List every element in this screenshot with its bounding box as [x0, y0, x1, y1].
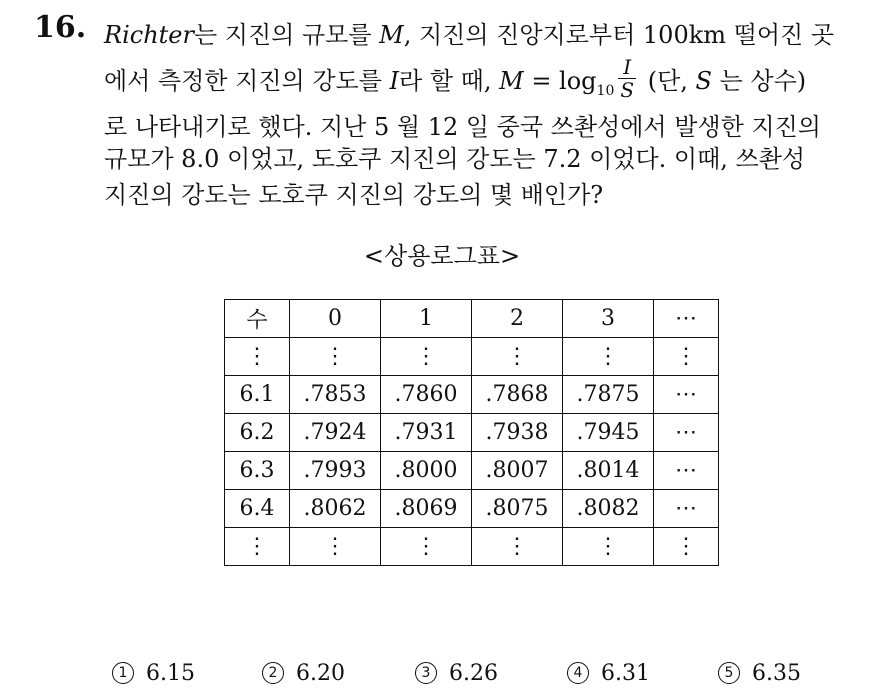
choice-value: 6.31 — [601, 661, 650, 686]
variable-i: I — [389, 67, 400, 95]
table-row — [225, 452, 719, 490]
choice-1[interactable] — [112, 661, 195, 686]
table-cell: ⋮ — [381, 528, 472, 566]
table-cell: ⋮ — [563, 338, 654, 376]
question-line-5: 지진의 강도는 도호쿠 지진의 강도의 몇 배인가? — [104, 181, 604, 209]
question-line-3: 로 나타내기로 했다. 지난 5 월 12 일 중국 쓰촨성에서 발생한 지진의 — [104, 113, 821, 141]
choice-number-circle: 1 — [112, 662, 134, 684]
choice-5[interactable] — [718, 661, 801, 686]
table-cell: ⋮ — [381, 338, 472, 376]
answer-choices — [0, 661, 884, 691]
choice-number-circle: 3 — [415, 662, 437, 684]
table-cell: .8082 — [563, 490, 654, 528]
choice-number-circle: 2 — [262, 662, 284, 684]
choice-3[interactable] — [415, 661, 498, 686]
table-cell: ⋮ — [472, 338, 563, 376]
fraction-numerator: I — [618, 56, 636, 79]
variable-m: M — [379, 21, 404, 49]
table-cell: ⋮ — [225, 338, 290, 376]
table-cell: .7938 — [472, 414, 563, 452]
table-cell: .7993 — [290, 452, 381, 490]
table-cell: 6.4 — [225, 490, 290, 528]
variable-m: M — [499, 67, 524, 95]
text-fragment: , 지진의 진앙지로부터 100km 떨어진 곳 — [403, 21, 835, 49]
table-cell: .7853 — [290, 376, 381, 414]
fraction — [618, 56, 636, 101]
table-header-row — [225, 300, 719, 338]
table-cell: .8014 — [563, 452, 654, 490]
choice-number-circle: 4 — [567, 662, 589, 684]
table-cell: ⋮ — [654, 338, 719, 376]
table-cell: .7931 — [381, 414, 472, 452]
question-line-1 — [104, 12, 864, 58]
table-caption: <상용로그표> — [363, 242, 521, 270]
table-cell: .7945 — [563, 414, 654, 452]
log-base: 10 — [596, 83, 615, 99]
table-cell: .8062 — [290, 490, 381, 528]
table-cell: ⋮ — [225, 528, 290, 566]
table-row — [225, 490, 719, 528]
text-fragment: 에서 측정한 지진의 강도를 — [104, 67, 390, 95]
table-cell: ⋮ — [472, 528, 563, 566]
choice-value: 6.26 — [449, 661, 498, 686]
table-row — [225, 414, 719, 452]
table-row — [225, 338, 719, 376]
table-row — [225, 528, 719, 566]
choice-value: 6.20 — [296, 661, 345, 686]
question-line-4: 규모가 8.0 이었고, 도호쿠 지진의 강도는 7.2 이었다. 이때, 쓰촨성 — [104, 145, 806, 173]
table-cell: .7868 — [472, 376, 563, 414]
table-cell: .7875 — [563, 376, 654, 414]
table-row — [225, 376, 719, 414]
table-cell: ⋮ — [654, 528, 719, 566]
header-cell: 3 — [563, 300, 654, 338]
table-cell: .8000 — [381, 452, 472, 490]
text-fragment: 는 상수) — [711, 67, 807, 95]
question-text — [104, 12, 864, 208]
table-cell: .7924 — [290, 414, 381, 452]
table-cell: 6.3 — [225, 452, 290, 490]
table-cell: ⋮ — [563, 528, 654, 566]
table-cell: .8007 — [472, 452, 563, 490]
text-fragment: 는 지진의 규모를 — [193, 21, 380, 49]
question-number: 16. — [34, 10, 87, 45]
richter-term: Richter — [104, 21, 194, 49]
text-fragment: (단, — [640, 67, 696, 95]
table-cell: ⋮ — [290, 338, 381, 376]
header-cell: 0 — [290, 300, 381, 338]
header-cell: 2 — [472, 300, 563, 338]
choice-number-circle: 5 — [718, 662, 740, 684]
table-cell: ⋯ — [654, 452, 719, 490]
table-cell: ⋯ — [654, 414, 719, 452]
table-cell: .8069 — [381, 490, 472, 528]
log-table — [224, 299, 719, 566]
choice-2[interactable] — [262, 661, 345, 686]
choice-value: 6.35 — [752, 661, 801, 686]
text-fragment: 라 할 때, — [399, 67, 500, 95]
fraction-denominator: S — [620, 78, 635, 102]
table-cell: 6.2 — [225, 414, 290, 452]
header-cell: 수 — [225, 300, 290, 338]
log-expression: = log — [523, 67, 597, 95]
choice-value: 6.15 — [146, 661, 195, 686]
header-cell: ⋯ — [654, 300, 719, 338]
table-cell: ⋮ — [290, 528, 381, 566]
header-cell: 1 — [381, 300, 472, 338]
table-cell: .7860 — [381, 376, 472, 414]
choice-4[interactable] — [567, 661, 650, 686]
question-line-2 — [104, 55, 864, 104]
table-cell: ⋯ — [654, 490, 719, 528]
variable-s: S — [695, 67, 712, 95]
table-cell: 6.1 — [225, 376, 290, 414]
table-cell: .8075 — [472, 490, 563, 528]
table-cell: ⋯ — [654, 376, 719, 414]
